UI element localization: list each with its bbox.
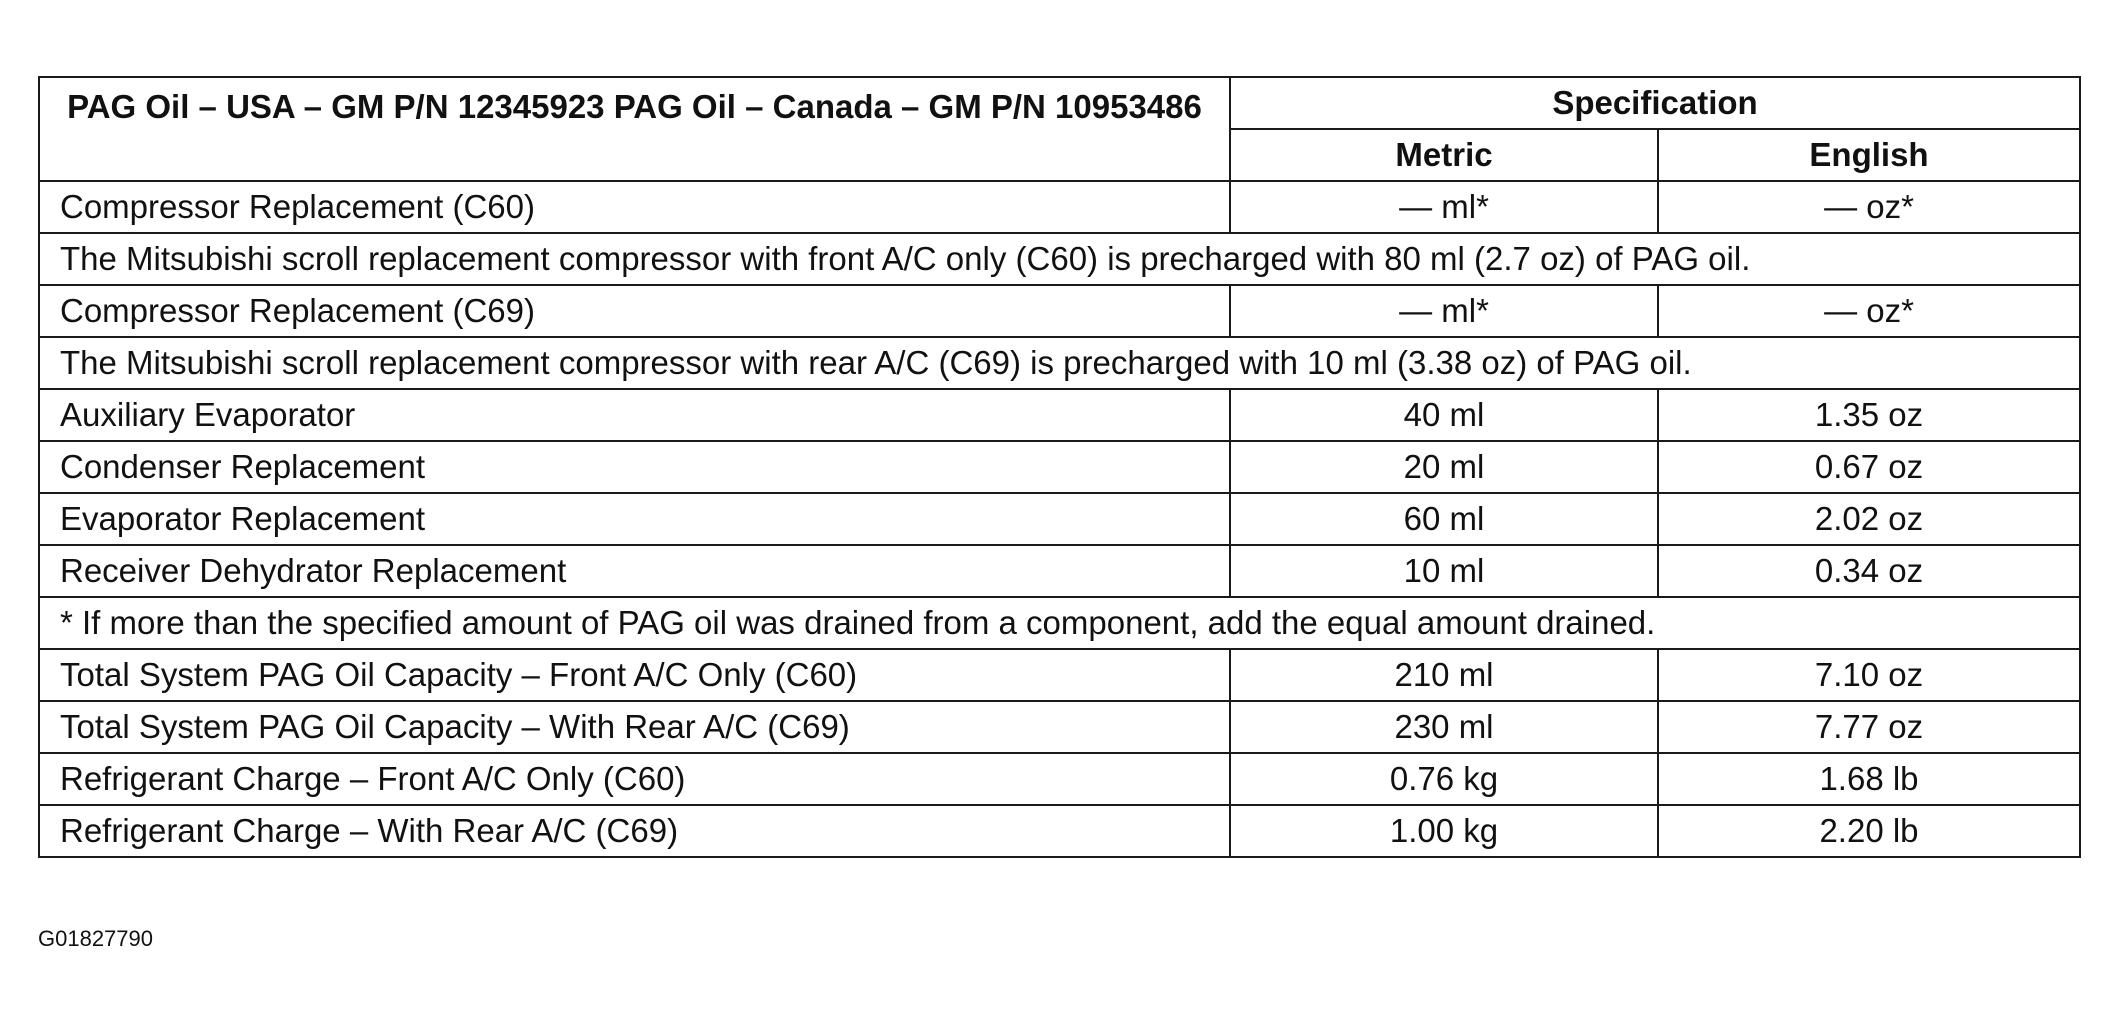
english-value: 2.20 lb	[1658, 805, 2080, 857]
row-label: Auxiliary Evaporator	[39, 389, 1230, 441]
table-row	[39, 493, 2080, 545]
note-row	[39, 597, 2080, 649]
row-label: Receiver Dehydrator Replacement	[39, 545, 1230, 597]
table-row	[39, 753, 2080, 805]
metric-value: 1.00 kg	[1230, 805, 1658, 857]
row-label: Compressor Replacement (C69)	[39, 285, 1230, 337]
note-text: * If more than the specified amount of PAG oil was drained from a component, add the equal amount drained.	[39, 597, 2080, 649]
metric-header: Metric	[1230, 129, 1658, 181]
row-label: Refrigerant Charge – With Rear A/C (C69)	[39, 805, 1230, 857]
figure-id: G01827790	[38, 926, 153, 951]
specification-header: Specification	[1230, 77, 2080, 129]
english-value: 2.02 oz	[1658, 493, 2080, 545]
note-row	[39, 233, 2080, 285]
note-text: The Mitsubishi scroll replacement compressor with front A/C only (C60) is precharged with 80 ml (2.7 oz) of PAG oil.	[39, 233, 2080, 285]
table-row	[39, 181, 2080, 233]
table-row	[39, 701, 2080, 753]
english-value: 7.10 oz	[1658, 649, 2080, 701]
english-value: 1.68 lb	[1658, 753, 2080, 805]
table-row	[39, 389, 2080, 441]
table-body	[39, 181, 2080, 857]
metric-value: 40 ml	[1230, 389, 1658, 441]
metric-value: 230 ml	[1230, 701, 1658, 753]
english-value: 1.35 oz	[1658, 389, 2080, 441]
row-label: Total System PAG Oil Capacity – Front A/C Only (C60)	[39, 649, 1230, 701]
metric-value: 60 ml	[1230, 493, 1658, 545]
pag-oil-spec-table	[38, 76, 2081, 858]
english-value: 0.67 oz	[1658, 441, 2080, 493]
english-value: 0.34 oz	[1658, 545, 2080, 597]
table-row	[39, 649, 2080, 701]
metric-value: — ml*	[1230, 181, 1658, 233]
note-row	[39, 337, 2080, 389]
table-title: PAG Oil – USA – GM P/N 12345923 PAG Oil – Canada – GM P/N 10953486	[39, 77, 1230, 181]
english-value: — oz*	[1658, 285, 2080, 337]
table-row	[39, 545, 2080, 597]
table-row	[39, 285, 2080, 337]
metric-value: — ml*	[1230, 285, 1658, 337]
english-header: English	[1658, 129, 2080, 181]
table-row	[39, 805, 2080, 857]
row-label: Total System PAG Oil Capacity – With Rear A/C (C69)	[39, 701, 1230, 753]
english-value: 7.77 oz	[1658, 701, 2080, 753]
metric-value: 0.76 kg	[1230, 753, 1658, 805]
row-label: Compressor Replacement (C60)	[39, 181, 1230, 233]
metric-value: 10 ml	[1230, 545, 1658, 597]
english-value: — oz*	[1658, 181, 2080, 233]
metric-value: 20 ml	[1230, 441, 1658, 493]
row-label: Refrigerant Charge – Front A/C Only (C60)	[39, 753, 1230, 805]
header-row-top	[39, 77, 2080, 129]
note-text: The Mitsubishi scroll replacement compressor with rear A/C (C69) is precharged with 10 ml (3.38 oz) of PAG oil.	[39, 337, 2080, 389]
row-label: Condenser Replacement	[39, 441, 1230, 493]
metric-value: 210 ml	[1230, 649, 1658, 701]
row-label: Evaporator Replacement	[39, 493, 1230, 545]
table-row	[39, 441, 2080, 493]
